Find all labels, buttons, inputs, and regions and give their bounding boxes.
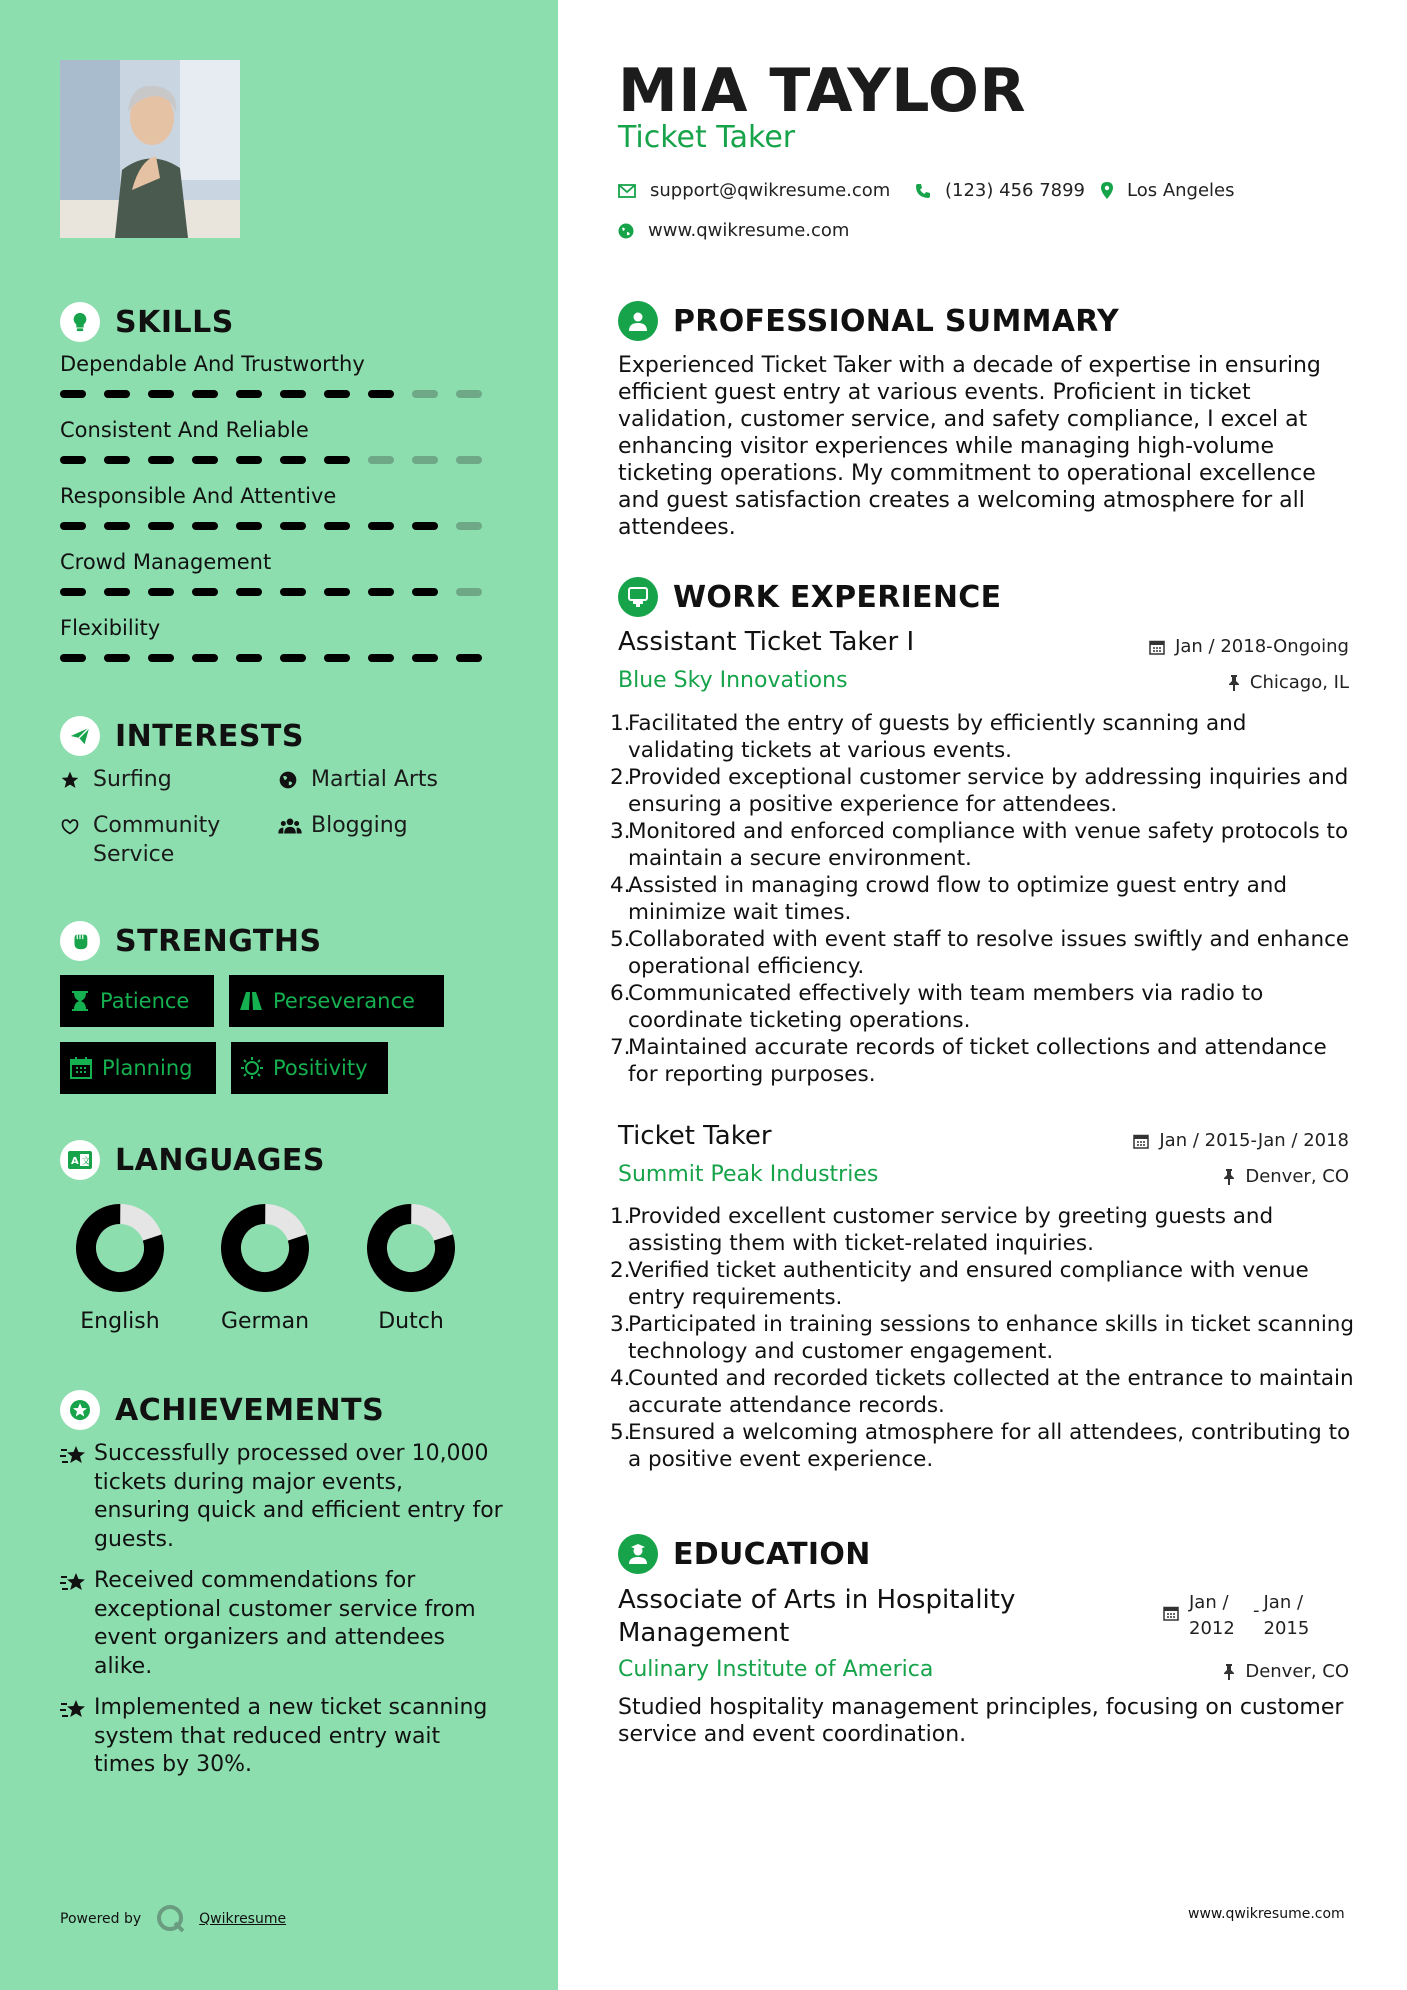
skill-level-dash [368, 456, 394, 464]
summary-title: PROFESSIONAL SUMMARY [673, 303, 1120, 339]
skill-item [60, 484, 500, 550]
globe-icon [278, 769, 298, 798]
achievements-header [60, 1390, 384, 1430]
education-end: Jan / 2015 [1263, 1592, 1310, 1639]
bullet-text: Provided exceptional customer service by addressing inquiries and ensuring a positive experience for attendees. [628, 765, 1349, 817]
skill-level-dash [412, 456, 438, 464]
degree-title: Associate of Arts in Hospitality Management [618, 1585, 1016, 1648]
skill-level-dash [280, 522, 306, 530]
language-level-donut [220, 1203, 310, 1293]
briefcase-icon [618, 577, 658, 617]
job-dates [1000, 636, 1349, 657]
paper-plane-icon [60, 716, 100, 756]
skill-level-dash [148, 522, 174, 530]
calendar-icon [1149, 639, 1165, 655]
candidate-title: Ticket Taker [618, 120, 796, 155]
skill-level-dash [368, 654, 394, 662]
skill-level-dash [104, 390, 130, 398]
skill-item [60, 352, 500, 418]
strength-tag [60, 1042, 216, 1094]
qwikresume-logo-icon [155, 1903, 187, 1935]
bullet-text: Monitored and enforced compliance with venue safety protocols to maintain a secure environment. [628, 819, 1349, 871]
skill-level-dash [104, 654, 130, 662]
skill-level-dash [148, 654, 174, 662]
skill-level-dash [236, 390, 262, 398]
phone-contact [915, 180, 1085, 201]
skill-level-dash [456, 390, 482, 398]
bullet-text: Ensured a welcoming atmosphere for all attendees, contributing to a positive event experience. [628, 1420, 1351, 1472]
school-name: Culinary Institute of America [618, 1657, 934, 1682]
education-description: Studied hospitality management principles, focusing on customer service and event coordination. [618, 1695, 1344, 1747]
skill-level-dash [456, 456, 482, 464]
language-level-donut [366, 1203, 456, 1293]
location-contact [1101, 180, 1235, 201]
user-icon [618, 301, 658, 341]
achievement-text: Implemented a new ticket scanning system that reduced entry wait times by 30%. [94, 1695, 488, 1777]
skill-item [60, 418, 500, 484]
svg-text:文: 文 [81, 1157, 91, 1167]
job-title: Ticket Taker [618, 1121, 772, 1151]
skill-level-bar [60, 588, 500, 596]
skill-level-dash [60, 522, 86, 530]
strength-tag [231, 1042, 388, 1094]
skill-level-dash [412, 588, 438, 596]
candidate-name: MIA TAYLOR [618, 56, 1027, 126]
skill-level-dash [236, 654, 262, 662]
road-icon [239, 991, 263, 1011]
skill-item [60, 616, 500, 682]
footer-website[interactable]: www.qwikresume.com [1188, 1906, 1345, 1922]
graduate-icon [618, 1534, 658, 1574]
job-dates-text: Jan / 2018-Ongoing [1175, 636, 1349, 657]
skill-level-dash [280, 588, 306, 596]
job-location-text: Chicago, IL [1249, 672, 1349, 693]
strengths-header [60, 921, 322, 961]
skill-name: Consistent And Reliable [60, 418, 309, 442]
interests-title: INTERESTS [115, 718, 304, 754]
lightbulb-icon [60, 302, 100, 342]
strength-tag [60, 975, 214, 1027]
bullet-item: 7. Maintained accurate records of ticket collections and attendance for reporting purposes. [610, 1034, 1355, 1088]
phone-icon [915, 183, 931, 199]
summary-text: Experienced Ticket Taker with a decade of expertise in ensuring efficient guest entry at various events. Proficient in ticket validation, customer service, and safety compliance, I excel at enhancing visitor experiences while managing high-volume ticketing operations. My commitment to operational excellence and guest satisfaction creates a welcoming atmosphere for all attendees. [618, 353, 1321, 540]
skill-level-dash [60, 654, 86, 662]
skill-level-dash [192, 390, 218, 398]
education-dates [1163, 1590, 1324, 1642]
pushpin-icon [1223, 1664, 1235, 1680]
calendar-icon [1163, 1605, 1179, 1621]
skill-level-dash [104, 522, 130, 530]
map-pin-icon [1101, 182, 1113, 200]
skill-level-dash [456, 654, 482, 662]
skill-level-dash [236, 522, 262, 530]
job-company: Summit Peak Industries [618, 1162, 879, 1187]
bullet-text: Facilitated the entry of guests by efficiently scanning and validating tickets at various events. [628, 711, 1247, 763]
bullet-item: 4. Assisted in managing crowd flow to optimize guest entry and minimize wait times. [610, 872, 1355, 926]
skills-title: SKILLS [115, 304, 234, 340]
skill-level-dash [60, 390, 86, 398]
envelope-icon [618, 184, 636, 198]
skill-level-dash [368, 522, 394, 530]
skill-level-dash [324, 588, 350, 596]
bullet-item: 1. Provided excellent customer service by greeting guests and assisting them with ticket-related inquiries. [610, 1203, 1355, 1257]
calendar-icon [70, 1057, 92, 1079]
bullet-item: 3. Monitored and enforced compliance with venue safety protocols to maintain a secure environment. [610, 818, 1355, 872]
skill-level-dash [104, 588, 130, 596]
achievement-text: Successfully processed over 10,000 tickets during major events, ensuring quick and efficient entry for guests. [94, 1441, 503, 1552]
bullet-text: Collaborated with event staff to resolve issues swiftly and enhance operational efficiency. [628, 927, 1350, 979]
strength-label: Patience [100, 989, 190, 1013]
job-location [1000, 1166, 1349, 1187]
shooting-star-icon [60, 1444, 94, 1554]
job-bullets [610, 710, 1355, 1088]
skill-level-dash [324, 654, 350, 662]
skill-level-bar [60, 390, 500, 398]
strength-tag [229, 975, 444, 1027]
education-start: Jan / 2012 [1189, 1592, 1235, 1639]
skill-level-bar [60, 456, 500, 464]
skill-level-dash [236, 456, 262, 464]
fist-icon [60, 921, 100, 961]
skill-level-dash [280, 390, 306, 398]
education-location [1000, 1661, 1349, 1682]
brand-link[interactable]: Qwikresume [199, 1911, 287, 1927]
shooting-star-icon [60, 1698, 94, 1780]
skills-list [60, 352, 500, 682]
bullet-item: 4. Counted and recorded tickets collected at the entrance to maintain accurate attendance records. [610, 1366, 1354, 1418]
strength-label: Planning [102, 1056, 193, 1080]
job-dates [1000, 1130, 1349, 1151]
language-item [200, 1203, 330, 1334]
strength-label: Perseverance [273, 989, 415, 1013]
skill-level-dash [236, 588, 262, 596]
email-text[interactable]: support@qwikresume.com [650, 180, 891, 201]
skill-level-bar [60, 522, 500, 530]
pushpin-icon [1223, 1169, 1235, 1185]
interest-item [278, 811, 408, 844]
job-title: Assistant Ticket Taker I [618, 627, 915, 657]
bullet-text: Maintained accurate records of ticket collections and attendance for reporting purposes. [628, 1035, 1327, 1087]
bullet-item: 3. Participated in training sessions to enhance skills in ticket scanning technology and customer engagement. [610, 1312, 1355, 1364]
powered-by-label: Powered by [60, 1911, 142, 1927]
pushpin-icon [1228, 675, 1240, 691]
hourglass-icon [70, 990, 90, 1012]
skill-item [60, 550, 500, 616]
interest-label: Community Service [93, 813, 221, 867]
star-icon [60, 769, 80, 798]
skill-level-bar [60, 654, 500, 662]
job-location-text: Denver, CO [1245, 1166, 1349, 1187]
date-separator: - [1253, 1600, 1260, 1621]
skill-level-dash [324, 390, 350, 398]
skill-level-dash [368, 588, 394, 596]
skill-name: Crowd Management [60, 550, 272, 574]
skill-level-dash [192, 588, 218, 596]
achievement-text: Received commendations for exceptional customer service from event organizers and attendees alike. [94, 1568, 476, 1679]
skill-level-dash [412, 522, 438, 530]
skill-level-dash [456, 588, 482, 596]
experience-header [618, 577, 1001, 617]
website-contact [618, 220, 849, 241]
language-item [55, 1203, 185, 1334]
strength-label: Positivity [273, 1056, 368, 1080]
language-item [346, 1203, 476, 1334]
skill-level-dash [456, 522, 482, 530]
bullet-item: 2. Provided exceptional customer service by addressing inquiries and ensuring a positive experience for attendees. [610, 764, 1355, 818]
interest-label: Surfing [93, 767, 172, 792]
language-icon [60, 1140, 100, 1180]
skill-level-dash [104, 456, 130, 464]
skill-level-dash [324, 522, 350, 530]
skill-level-dash [192, 654, 218, 662]
achievement-item [60, 1694, 505, 1780]
languages-header [60, 1140, 325, 1180]
language-name: German [220, 1309, 310, 1334]
sun-icon [241, 1057, 263, 1079]
experience-title: WORK EXPERIENCE [673, 579, 1002, 615]
skill-level-dash [368, 390, 394, 398]
skill-level-dash [60, 456, 86, 464]
phone-text: (123) 456 7899 [945, 180, 1086, 201]
languages-title: LANGUAGES [115, 1142, 325, 1178]
skills-header [60, 302, 234, 342]
interest-item [60, 811, 250, 869]
email-contact [618, 180, 890, 201]
education-header [618, 1534, 871, 1574]
bullet-text: Counted and recorded tickets collected at the entrance to maintain accurate attendance records. [628, 1366, 1354, 1418]
skill-name: Responsible And Attentive [60, 484, 337, 508]
skill-level-dash [148, 390, 174, 398]
achievement-item [60, 1440, 505, 1554]
language-name: Dutch [378, 1309, 444, 1334]
language-level-donut [75, 1203, 165, 1293]
skill-name: Dependable And Trustworthy [60, 352, 365, 376]
powered-by [60, 1903, 286, 1935]
bullet-item: 2. Verified ticket authenticity and ensured compliance with venue entry requirements. [610, 1257, 1355, 1311]
job-dates-text: Jan / 2015-Jan / 2018 [1159, 1130, 1349, 1151]
interest-item [60, 765, 172, 798]
skill-level-dash [280, 654, 306, 662]
bullet-text: Participated in training sessions to enhance skills in ticket scanning technology and customer engagement. [628, 1312, 1355, 1364]
interest-label: Blogging [311, 813, 408, 838]
bullet-item: 5. Ensured a welcoming atmosphere for all attendees, contributing to a positive event experience. [610, 1419, 1355, 1473]
skill-level-dash [148, 588, 174, 596]
bullet-item: 5. Collaborated with event staff to resolve issues swiftly and enhance operational efficiency. [610, 926, 1355, 980]
globe-icon [618, 223, 634, 239]
skill-level-dash [324, 456, 350, 464]
job-location [1000, 672, 1349, 693]
bullet-text: Communicated effectively with team members via radio to coordinate ticketing operations. [628, 981, 1264, 1033]
shooting-star-icon [60, 1571, 94, 1681]
bullet-text: Provided excellent customer service by greeting guests and assisting them with ticket-related inquiries. [628, 1204, 1274, 1256]
skill-name: Flexibility [60, 616, 161, 640]
education-location-text: Denver, CO [1245, 1661, 1349, 1682]
hands-icon [60, 815, 80, 844]
bullet-text: Assisted in managing crowd flow to optimize guest entry and minimize wait times. [628, 873, 1288, 925]
achievements-title: ACHIEVEMENTS [115, 1392, 385, 1428]
bullet-text: Verified ticket authenticity and ensured compliance with venue entry requirements. [628, 1258, 1309, 1310]
interest-item [278, 765, 438, 798]
location-text: Los Angeles [1127, 180, 1235, 201]
job-company: Blue Sky Innovations [618, 668, 848, 693]
award-star-icon [60, 1390, 100, 1430]
summary-header [618, 301, 1119, 341]
bullet-item: 1. Facilitated the entry of guests by efficiently scanning and validating tickets at various events. [610, 710, 1355, 764]
interests-header [60, 716, 304, 756]
interest-label: Martial Arts [311, 767, 439, 792]
achievement-item [60, 1567, 505, 1681]
education-title: EDUCATION [673, 1536, 871, 1572]
strengths-title: STRENGTHS [115, 923, 322, 959]
profile-photo [60, 60, 240, 238]
bullet-item: 6. Communicated effectively with team members via radio to coordinate ticketing operations. [610, 980, 1355, 1034]
skill-level-dash [192, 522, 218, 530]
job-bullets [610, 1203, 1355, 1473]
skill-level-dash [148, 456, 174, 464]
calendar-icon [1133, 1133, 1149, 1149]
website-text[interactable]: www.qwikresume.com [648, 220, 850, 241]
skill-level-dash [60, 588, 86, 596]
users-icon [278, 815, 298, 844]
skill-level-dash [280, 456, 306, 464]
skill-level-dash [412, 654, 438, 662]
skill-level-dash [192, 456, 218, 464]
svg-text:A: A [71, 1156, 79, 1167]
skill-level-dash [412, 390, 438, 398]
language-name: English [80, 1309, 160, 1334]
